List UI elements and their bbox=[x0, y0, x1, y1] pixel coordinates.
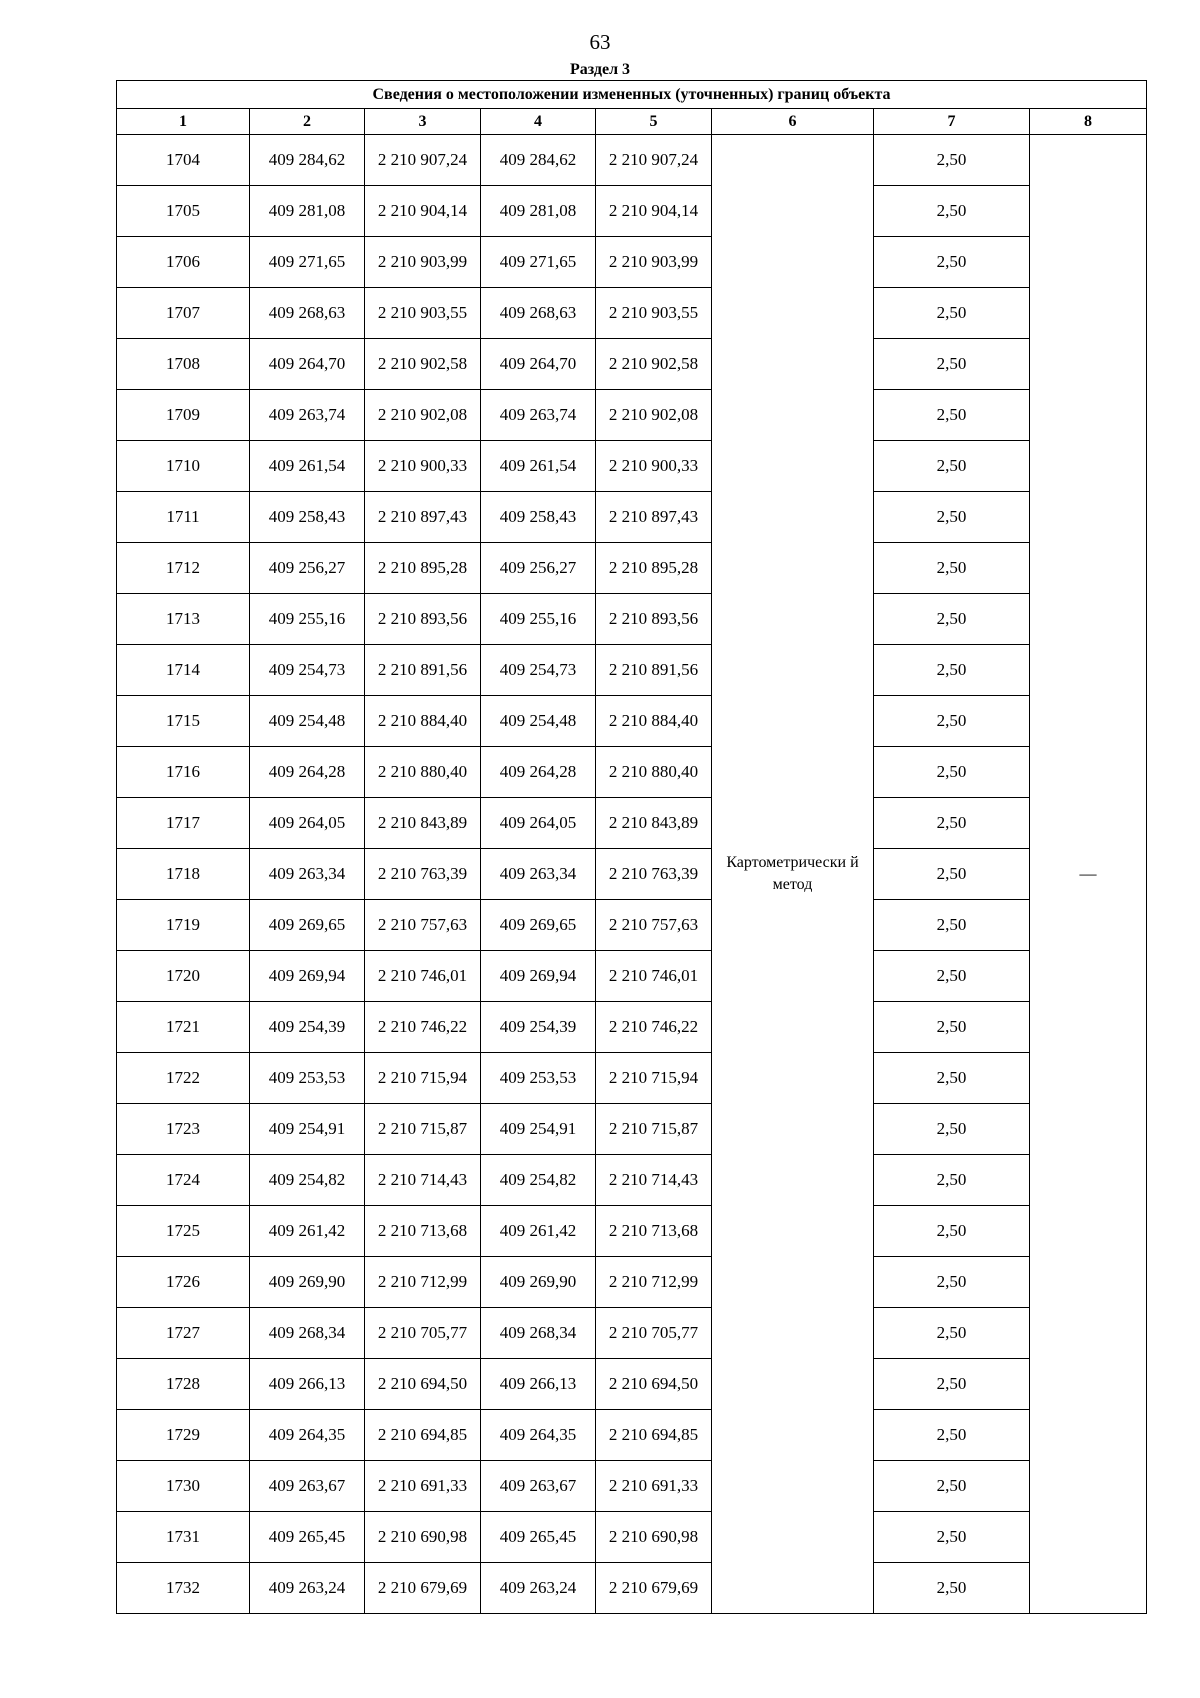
y-new-cell: 2 210 895,28 bbox=[596, 543, 712, 594]
point-number-cell: 1721 bbox=[117, 1002, 250, 1053]
point-number-cell: 1715 bbox=[117, 696, 250, 747]
x-new-cell: 409 271,65 bbox=[481, 237, 596, 288]
y-old-cell: 2 210 690,98 bbox=[365, 1512, 481, 1563]
point-number-cell: 1732 bbox=[117, 1563, 250, 1614]
x-new-cell: 409 269,90 bbox=[481, 1257, 596, 1308]
accuracy-cell: 2,50 bbox=[874, 1410, 1030, 1461]
table-row bbox=[117, 849, 1147, 900]
column-number-4: 4 bbox=[481, 109, 596, 135]
section-title: Раздел 3 bbox=[569, 61, 631, 78]
accuracy-cell: 2,50 bbox=[874, 849, 1030, 900]
page-number: 63 bbox=[589, 30, 611, 54]
y-old-cell: 2 210 902,58 bbox=[365, 339, 481, 390]
table-row bbox=[117, 696, 1147, 747]
x-new-cell: 409 268,63 bbox=[481, 288, 596, 339]
accuracy-cell: 2,50 bbox=[874, 951, 1030, 1002]
table-row bbox=[117, 1002, 1147, 1053]
boundary-table bbox=[116, 80, 1147, 1614]
table-row bbox=[117, 900, 1147, 951]
point-number-cell: 1710 bbox=[117, 441, 250, 492]
point-number-cell: 1720 bbox=[117, 951, 250, 1002]
table-row bbox=[117, 798, 1147, 849]
column-number-1: 1 bbox=[117, 109, 250, 135]
column-number-7: 7 bbox=[874, 109, 1030, 135]
x-old-cell: 409 261,42 bbox=[250, 1206, 365, 1257]
point-number-cell: 1707 bbox=[117, 288, 250, 339]
x-new-cell: 409 264,28 bbox=[481, 747, 596, 798]
accuracy-cell: 2,50 bbox=[874, 441, 1030, 492]
y-old-cell: 2 210 897,43 bbox=[365, 492, 481, 543]
column-number-row bbox=[117, 109, 1147, 135]
accuracy-cell: 2,50 bbox=[874, 1002, 1030, 1053]
table-row bbox=[117, 543, 1147, 594]
table-row bbox=[117, 441, 1147, 492]
y-old-cell: 2 210 902,08 bbox=[365, 390, 481, 441]
y-new-cell: 2 210 763,39 bbox=[596, 849, 712, 900]
y-old-cell: 2 210 694,85 bbox=[365, 1410, 481, 1461]
y-old-cell: 2 210 705,77 bbox=[365, 1308, 481, 1359]
point-number-cell: 1709 bbox=[117, 390, 250, 441]
y-old-cell: 2 210 891,56 bbox=[365, 645, 481, 696]
x-new-cell: 409 256,27 bbox=[481, 543, 596, 594]
y-old-cell: 2 210 746,22 bbox=[365, 1002, 481, 1053]
column-number-8: 8 bbox=[1030, 109, 1147, 135]
x-old-cell: 409 264,28 bbox=[250, 747, 365, 798]
table-row bbox=[117, 1461, 1147, 1512]
table-body bbox=[117, 135, 1147, 1614]
y-new-cell: 2 210 902,58 bbox=[596, 339, 712, 390]
x-old-cell: 409 269,90 bbox=[250, 1257, 365, 1308]
y-new-cell: 2 210 880,40 bbox=[596, 747, 712, 798]
table-row bbox=[117, 237, 1147, 288]
x-new-cell: 409 269,65 bbox=[481, 900, 596, 951]
y-new-cell: 2 210 904,14 bbox=[596, 186, 712, 237]
x-new-cell: 409 258,43 bbox=[481, 492, 596, 543]
x-new-cell: 409 261,54 bbox=[481, 441, 596, 492]
y-new-cell: 2 210 893,56 bbox=[596, 594, 712, 645]
table-row bbox=[117, 390, 1147, 441]
x-old-cell: 409 254,39 bbox=[250, 1002, 365, 1053]
x-old-cell: 409 268,34 bbox=[250, 1308, 365, 1359]
accuracy-cell: 2,50 bbox=[874, 288, 1030, 339]
table-row bbox=[117, 135, 1147, 186]
y-old-cell: 2 210 907,24 bbox=[365, 135, 481, 186]
table-row bbox=[117, 339, 1147, 390]
accuracy-cell: 2,50 bbox=[874, 1257, 1030, 1308]
accuracy-cell: 2,50 bbox=[874, 1206, 1030, 1257]
x-old-cell: 409 254,73 bbox=[250, 645, 365, 696]
y-old-cell: 2 210 763,39 bbox=[365, 849, 481, 900]
y-new-cell: 2 210 715,94 bbox=[596, 1053, 712, 1104]
y-new-cell: 2 210 903,55 bbox=[596, 288, 712, 339]
y-old-cell: 2 210 903,55 bbox=[365, 288, 481, 339]
x-new-cell: 409 253,53 bbox=[481, 1053, 596, 1104]
x-new-cell: 409 264,70 bbox=[481, 339, 596, 390]
table-row bbox=[117, 1104, 1147, 1155]
accuracy-cell: 2,50 bbox=[874, 1104, 1030, 1155]
x-new-cell: 409 255,16 bbox=[481, 594, 596, 645]
point-number-cell: 1714 bbox=[117, 645, 250, 696]
y-old-cell: 2 210 884,40 bbox=[365, 696, 481, 747]
y-old-cell: 2 210 679,69 bbox=[365, 1563, 481, 1614]
x-new-cell: 409 284,62 bbox=[481, 135, 596, 186]
y-old-cell: 2 210 694,50 bbox=[365, 1359, 481, 1410]
x-new-cell: 409 254,39 bbox=[481, 1002, 596, 1053]
accuracy-cell: 2,50 bbox=[874, 594, 1030, 645]
point-number-cell: 1718 bbox=[117, 849, 250, 900]
x-old-cell: 409 265,45 bbox=[250, 1512, 365, 1563]
x-new-cell: 409 268,34 bbox=[481, 1308, 596, 1359]
accuracy-cell: 2,50 bbox=[874, 237, 1030, 288]
y-new-cell: 2 210 757,63 bbox=[596, 900, 712, 951]
y-new-cell: 2 210 712,99 bbox=[596, 1257, 712, 1308]
point-number-cell: 1724 bbox=[117, 1155, 250, 1206]
table-row bbox=[117, 1257, 1147, 1308]
point-number-cell: 1725 bbox=[117, 1206, 250, 1257]
y-new-cell: 2 210 897,43 bbox=[596, 492, 712, 543]
x-new-cell: 409 263,24 bbox=[481, 1563, 596, 1614]
y-old-cell: 2 210 712,99 bbox=[365, 1257, 481, 1308]
x-new-cell: 409 264,35 bbox=[481, 1410, 596, 1461]
accuracy-cell: 2,50 bbox=[874, 1053, 1030, 1104]
y-new-cell: 2 210 903,99 bbox=[596, 237, 712, 288]
y-old-cell: 2 210 895,28 bbox=[365, 543, 481, 594]
x-old-cell: 409 268,63 bbox=[250, 288, 365, 339]
x-old-cell: 409 264,70 bbox=[250, 339, 365, 390]
point-number-cell: 1722 bbox=[117, 1053, 250, 1104]
point-number-cell: 1730 bbox=[117, 1461, 250, 1512]
point-number-cell: 1712 bbox=[117, 543, 250, 594]
y-new-cell: 2 210 907,24 bbox=[596, 135, 712, 186]
accuracy-cell: 2,50 bbox=[874, 645, 1030, 696]
x-new-cell: 409 254,73 bbox=[481, 645, 596, 696]
x-new-cell: 409 264,05 bbox=[481, 798, 596, 849]
point-number-cell: 1731 bbox=[117, 1512, 250, 1563]
x-old-cell: 409 255,16 bbox=[250, 594, 365, 645]
point-number-cell: 1716 bbox=[117, 747, 250, 798]
x-old-cell: 409 263,74 bbox=[250, 390, 365, 441]
accuracy-cell: 2,50 bbox=[874, 1563, 1030, 1614]
table-caption: Сведения о местоположении измененных (уточненных) границ объекта bbox=[117, 81, 1147, 109]
y-old-cell: 2 210 714,43 bbox=[365, 1155, 481, 1206]
point-number-cell: 1708 bbox=[117, 339, 250, 390]
y-new-cell: 2 210 691,33 bbox=[596, 1461, 712, 1512]
y-new-cell: 2 210 902,08 bbox=[596, 390, 712, 441]
point-number-cell: 1728 bbox=[117, 1359, 250, 1410]
y-old-cell: 2 210 843,89 bbox=[365, 798, 481, 849]
table-row bbox=[117, 492, 1147, 543]
y-old-cell: 2 210 691,33 bbox=[365, 1461, 481, 1512]
y-new-cell: 2 210 714,43 bbox=[596, 1155, 712, 1206]
x-new-cell: 409 263,34 bbox=[481, 849, 596, 900]
accuracy-cell: 2,50 bbox=[874, 186, 1030, 237]
accuracy-cell: 2,50 bbox=[874, 798, 1030, 849]
accuracy-cell: 2,50 bbox=[874, 339, 1030, 390]
table-row bbox=[117, 594, 1147, 645]
accuracy-cell: 2,50 bbox=[874, 696, 1030, 747]
accuracy-cell: 2,50 bbox=[874, 390, 1030, 441]
y-new-cell: 2 210 900,33 bbox=[596, 441, 712, 492]
y-old-cell: 2 210 903,99 bbox=[365, 237, 481, 288]
table-row bbox=[117, 645, 1147, 696]
column-number-3: 3 bbox=[365, 109, 481, 135]
y-old-cell: 2 210 757,63 bbox=[365, 900, 481, 951]
x-old-cell: 409 254,82 bbox=[250, 1155, 365, 1206]
x-old-cell: 409 269,94 bbox=[250, 951, 365, 1002]
x-new-cell: 409 261,42 bbox=[481, 1206, 596, 1257]
accuracy-cell: 2,50 bbox=[874, 1359, 1030, 1410]
accuracy-cell: 2,50 bbox=[874, 900, 1030, 951]
x-new-cell: 409 263,74 bbox=[481, 390, 596, 441]
column-number-2: 2 bbox=[250, 109, 365, 135]
x-old-cell: 409 254,91 bbox=[250, 1104, 365, 1155]
point-number-cell: 1723 bbox=[117, 1104, 250, 1155]
y-new-cell: 2 210 884,40 bbox=[596, 696, 712, 747]
x-old-cell: 409 263,67 bbox=[250, 1461, 365, 1512]
x-new-cell: 409 281,08 bbox=[481, 186, 596, 237]
table-row bbox=[117, 1308, 1147, 1359]
column-number-6: 6 bbox=[712, 109, 874, 135]
x-old-cell: 409 284,62 bbox=[250, 135, 365, 186]
point-number-cell: 1713 bbox=[117, 594, 250, 645]
x-old-cell: 409 254,48 bbox=[250, 696, 365, 747]
y-old-cell: 2 210 715,94 bbox=[365, 1053, 481, 1104]
x-old-cell: 409 281,08 bbox=[250, 186, 365, 237]
x-new-cell: 409 254,91 bbox=[481, 1104, 596, 1155]
y-new-cell: 2 210 705,77 bbox=[596, 1308, 712, 1359]
x-old-cell: 409 253,53 bbox=[250, 1053, 365, 1104]
point-number-cell: 1727 bbox=[117, 1308, 250, 1359]
boundary-table-container bbox=[116, 80, 1146, 1614]
point-number-cell: 1729 bbox=[117, 1410, 250, 1461]
accuracy-cell: 2,50 bbox=[874, 1512, 1030, 1563]
x-new-cell: 409 263,67 bbox=[481, 1461, 596, 1512]
x-old-cell: 409 264,05 bbox=[250, 798, 365, 849]
y-old-cell: 2 210 893,56 bbox=[365, 594, 481, 645]
table-row bbox=[117, 1512, 1147, 1563]
table-row bbox=[117, 1053, 1147, 1104]
point-number-cell: 1711 bbox=[117, 492, 250, 543]
y-old-cell: 2 210 904,14 bbox=[365, 186, 481, 237]
accuracy-cell: 2,50 bbox=[874, 1461, 1030, 1512]
table-row bbox=[117, 747, 1147, 798]
method-cell: Картометрически й метод bbox=[712, 135, 874, 1614]
x-old-cell: 409 256,27 bbox=[250, 543, 365, 594]
point-number-cell: 1706 bbox=[117, 237, 250, 288]
accuracy-cell: 2,50 bbox=[874, 747, 1030, 798]
y-new-cell: 2 210 713,68 bbox=[596, 1206, 712, 1257]
y-new-cell: 2 210 690,98 bbox=[596, 1512, 712, 1563]
x-old-cell: 409 269,65 bbox=[250, 900, 365, 951]
column-8-cell: — bbox=[1030, 135, 1147, 1614]
column-number-5: 5 bbox=[596, 109, 712, 135]
y-old-cell: 2 210 713,68 bbox=[365, 1206, 481, 1257]
y-old-cell: 2 210 880,40 bbox=[365, 747, 481, 798]
x-old-cell: 409 266,13 bbox=[250, 1359, 365, 1410]
table-row bbox=[117, 1155, 1147, 1206]
y-new-cell: 2 210 891,56 bbox=[596, 645, 712, 696]
y-new-cell: 2 210 843,89 bbox=[596, 798, 712, 849]
point-number-cell: 1726 bbox=[117, 1257, 250, 1308]
point-number-cell: 1704 bbox=[117, 135, 250, 186]
table-row bbox=[117, 288, 1147, 339]
table-row bbox=[117, 1359, 1147, 1410]
x-new-cell: 409 269,94 bbox=[481, 951, 596, 1002]
x-old-cell: 409 263,24 bbox=[250, 1563, 365, 1614]
y-old-cell: 2 210 715,87 bbox=[365, 1104, 481, 1155]
table-row bbox=[117, 1563, 1147, 1614]
point-number-cell: 1719 bbox=[117, 900, 250, 951]
x-new-cell: 409 254,48 bbox=[481, 696, 596, 747]
y-new-cell: 2 210 694,50 bbox=[596, 1359, 712, 1410]
y-new-cell: 2 210 679,69 bbox=[596, 1563, 712, 1614]
point-number-cell: 1717 bbox=[117, 798, 250, 849]
x-old-cell: 409 264,35 bbox=[250, 1410, 365, 1461]
y-new-cell: 2 210 715,87 bbox=[596, 1104, 712, 1155]
x-new-cell: 409 254,82 bbox=[481, 1155, 596, 1206]
point-number-cell: 1705 bbox=[117, 186, 250, 237]
x-old-cell: 409 271,65 bbox=[250, 237, 365, 288]
y-new-cell: 2 210 746,01 bbox=[596, 951, 712, 1002]
accuracy-cell: 2,50 bbox=[874, 543, 1030, 594]
accuracy-cell: 2,50 bbox=[874, 492, 1030, 543]
accuracy-cell: 2,50 bbox=[874, 1308, 1030, 1359]
x-old-cell: 409 263,34 bbox=[250, 849, 365, 900]
table-row bbox=[117, 186, 1147, 237]
x-old-cell: 409 258,43 bbox=[250, 492, 365, 543]
y-new-cell: 2 210 746,22 bbox=[596, 1002, 712, 1053]
y-old-cell: 2 210 900,33 bbox=[365, 441, 481, 492]
x-new-cell: 409 266,13 bbox=[481, 1359, 596, 1410]
y-new-cell: 2 210 694,85 bbox=[596, 1410, 712, 1461]
table-row bbox=[117, 1206, 1147, 1257]
accuracy-cell: 2,50 bbox=[874, 135, 1030, 186]
accuracy-cell: 2,50 bbox=[874, 1155, 1030, 1206]
y-old-cell: 2 210 746,01 bbox=[365, 951, 481, 1002]
x-new-cell: 409 265,45 bbox=[481, 1512, 596, 1563]
table-row bbox=[117, 1410, 1147, 1461]
x-old-cell: 409 261,54 bbox=[250, 441, 365, 492]
table-row bbox=[117, 951, 1147, 1002]
